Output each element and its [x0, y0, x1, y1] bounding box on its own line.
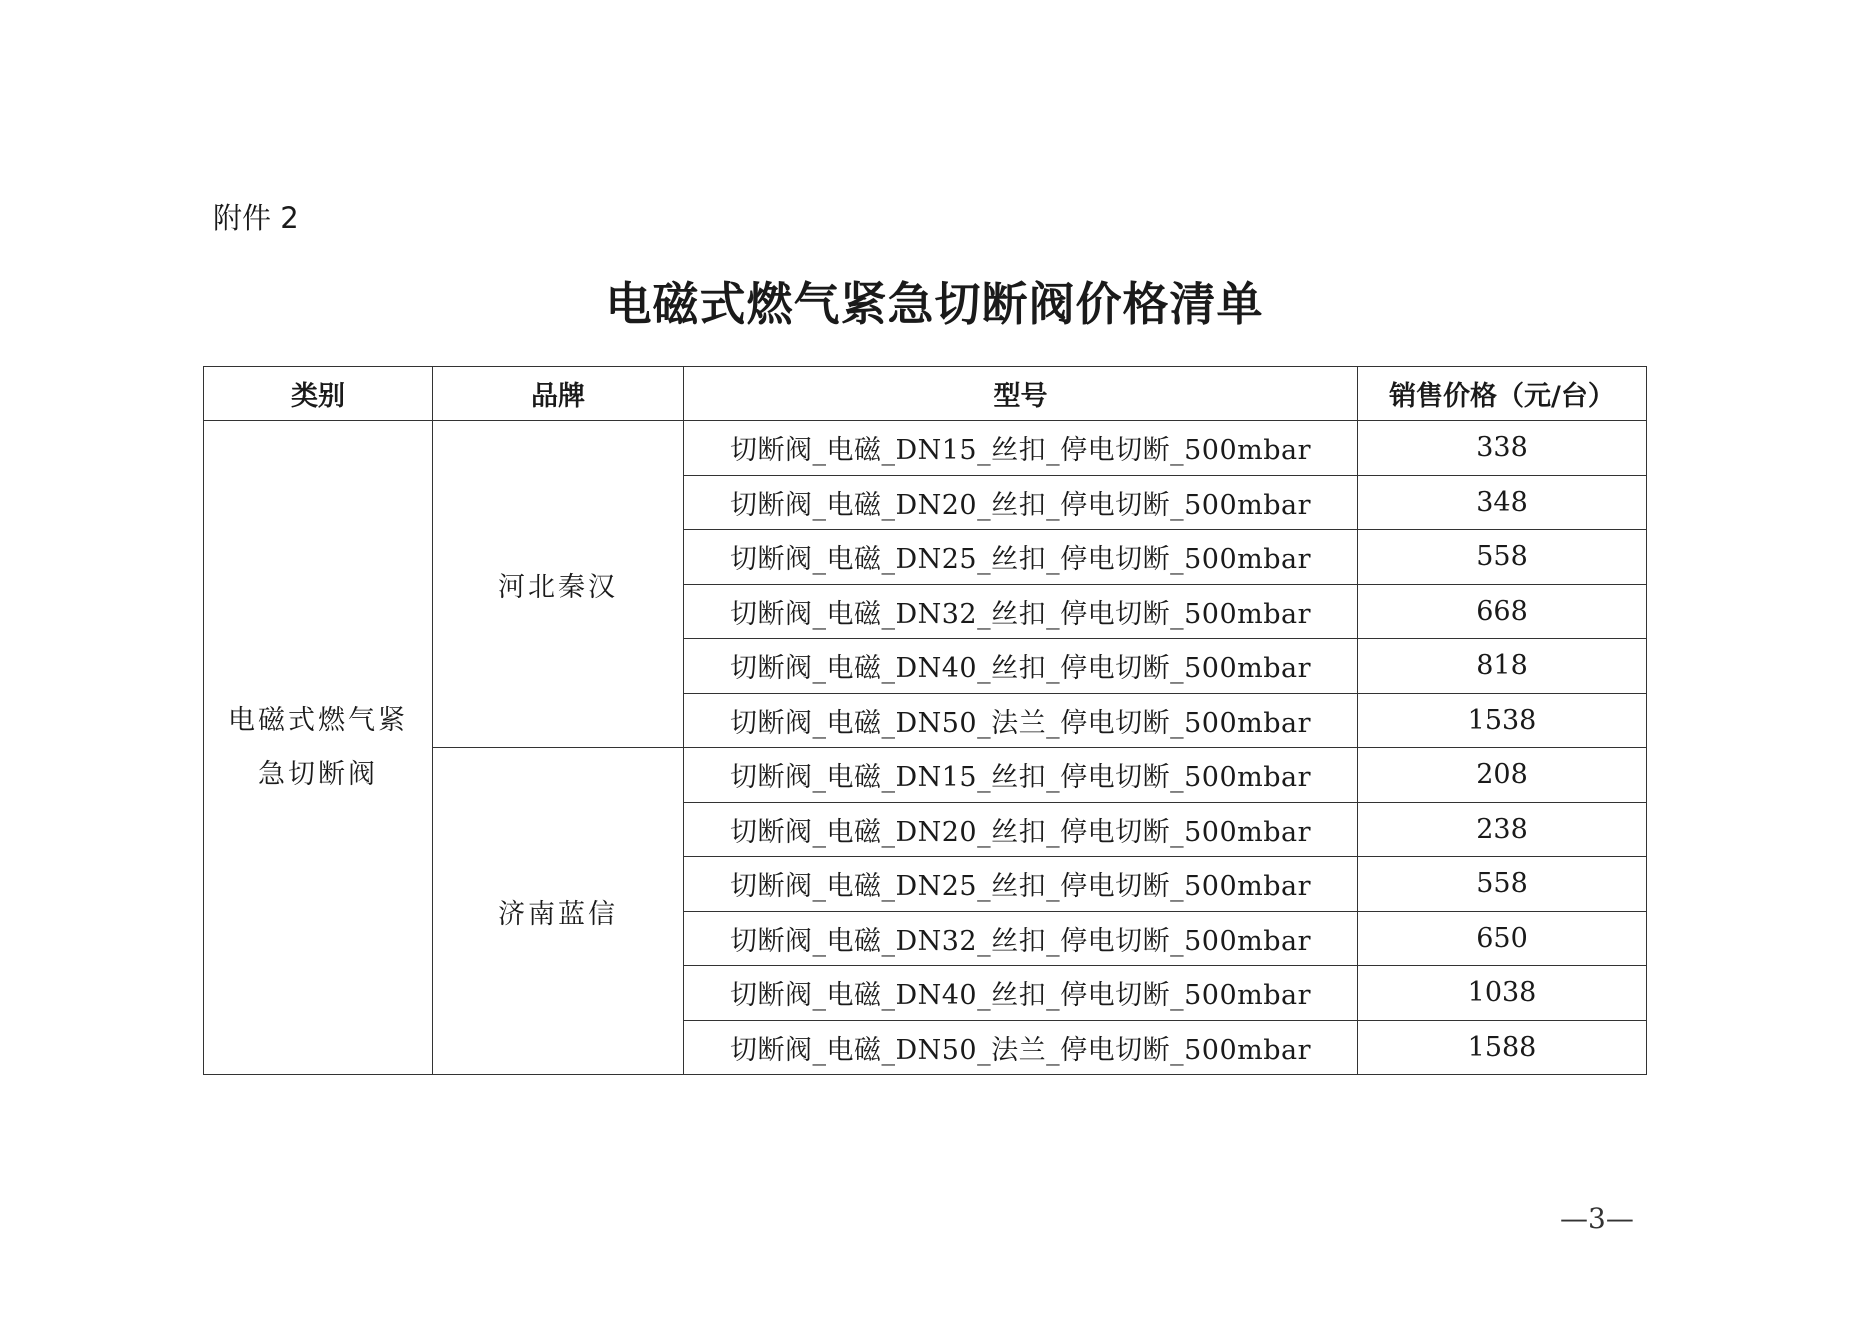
model-cell: 切断阀_电磁_DN20_丝扣_停电切断_500mbar	[684, 802, 1358, 857]
price-cell: 818	[1358, 639, 1647, 694]
header-model: 型号	[684, 367, 1358, 421]
model-cell: 切断阀_电磁_DN50_法兰_停电切断_500mbar	[684, 693, 1358, 748]
page-number: —3—	[1560, 1202, 1634, 1235]
model-cell: 切断阀_电磁_DN15_丝扣_停电切断_500mbar	[684, 421, 1358, 476]
price-cell: 1538	[1358, 693, 1647, 748]
category-cell	[204, 421, 433, 1075]
header-brand: 品牌	[433, 367, 684, 421]
price-cell: 1588	[1358, 1020, 1647, 1075]
model-cell: 切断阀_电磁_DN25_丝扣_停电切断_500mbar	[684, 530, 1358, 585]
model-cell: 切断阀_电磁_DN32_丝扣_停电切断_500mbar	[684, 911, 1358, 966]
model-cell: 切断阀_电磁_DN50_法兰_停电切断_500mbar	[684, 1020, 1358, 1075]
header-category: 类别	[204, 367, 433, 421]
table-row	[204, 421, 1647, 476]
model-cell: 切断阀_电磁_DN25_丝扣_停电切断_500mbar	[684, 857, 1358, 912]
model-cell: 切断阀_电磁_DN32_丝扣_停电切断_500mbar	[684, 584, 1358, 639]
price-cell: 558	[1358, 857, 1647, 912]
price-cell: 1038	[1358, 966, 1647, 1021]
price-cell: 338	[1358, 421, 1647, 476]
brand-cell: 济南蓝信	[433, 748, 684, 1075]
model-cell: 切断阀_电磁_DN20_丝扣_停电切断_500mbar	[684, 475, 1358, 530]
model-cell: 切断阀_电磁_DN15_丝扣_停电切断_500mbar	[684, 748, 1358, 803]
price-cell: 238	[1358, 802, 1647, 857]
price-table	[203, 366, 1647, 1075]
model-cell: 切断阀_电磁_DN40_丝扣_停电切断_500mbar	[684, 639, 1358, 694]
category-line-2: 急切断阀	[258, 758, 378, 790]
document-title: 电磁式燃气紧急切断阀价格清单	[605, 277, 1264, 331]
price-cell: 348	[1358, 475, 1647, 530]
model-cell: 切断阀_电磁_DN40_丝扣_停电切断_500mbar	[684, 966, 1358, 1021]
price-cell: 208	[1358, 748, 1647, 803]
brand-cell: 河北秦汉	[433, 421, 684, 748]
attachment-label: 附件 2	[213, 201, 299, 235]
table-header-row	[204, 367, 1647, 421]
price-cell: 650	[1358, 911, 1647, 966]
price-cell: 558	[1358, 530, 1647, 585]
category-line-1: 电磁式燃气紧	[228, 704, 408, 736]
header-price: 销售价格（元/台）	[1358, 367, 1647, 421]
price-cell: 668	[1358, 584, 1647, 639]
